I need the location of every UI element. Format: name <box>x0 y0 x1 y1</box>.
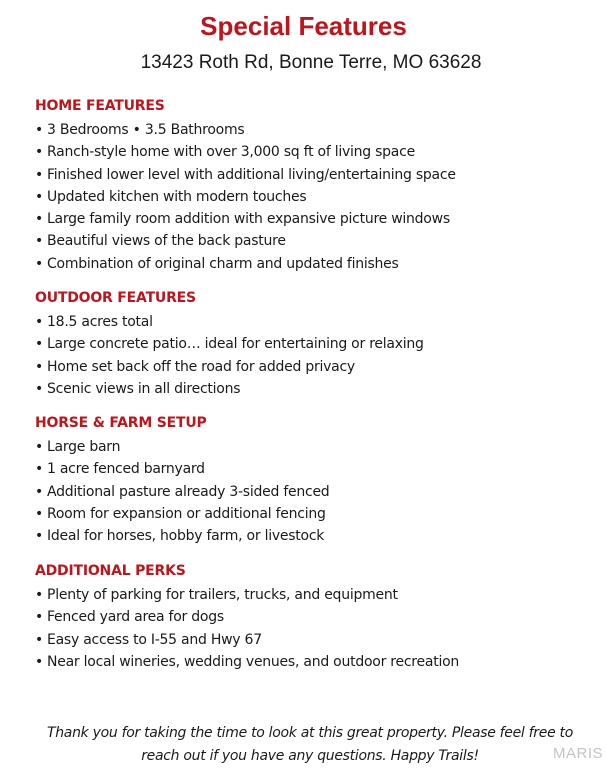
list-item: • Finished lower level with additional living/entertaining space <box>35 164 595 186</box>
page-title: Special Features <box>200 11 407 41</box>
list-item: • Ranch-style home with over 3,000 sq ft of living space <box>35 141 595 163</box>
list-item: • Large family room addition with expansive picture windows <box>35 208 595 230</box>
bullet-icon: • <box>35 166 44 183</box>
list-item: • 1 acre fenced barnyard <box>35 458 595 480</box>
section-heading: HORSE & FARM SETUP <box>35 415 207 431</box>
closing-line-1: Thank you for taking the time to look at this great property. Please feel free to <box>46 725 573 741</box>
bullet-icon: • <box>35 483 44 500</box>
section-heading: HOME FEATURES <box>35 98 165 114</box>
bullet-icon: • <box>35 380 44 397</box>
section-outdoor-features <box>35 289 595 400</box>
bullet-icon: • <box>35 122 44 138</box>
bullet-icon: • <box>35 188 44 205</box>
section-heading: OUTDOOR FEATURES <box>35 290 196 306</box>
list-item: • Easy access to I-55 and Hwy 67 <box>35 629 595 651</box>
list-item: • 3 Bedrooms • 3.5 Bathrooms <box>35 119 595 141</box>
closing-line-2: reach out if you have any questions. Happy Trails! <box>141 748 479 764</box>
maris-watermark: MARIS <box>552 745 603 762</box>
list-item: • Beautiful views of the back pasture <box>35 230 595 252</box>
closing-message <box>30 722 590 768</box>
bullet-icon: • <box>35 255 44 272</box>
list-item: • Plenty of parking for trailers, trucks, and equipment <box>35 584 595 606</box>
bullet-icon: • <box>35 528 44 545</box>
list-item: • Near local wineries, wedding venues, and outdoor recreation <box>35 651 595 673</box>
list-item: • Additional pasture already 3-sided fenced <box>35 481 595 503</box>
bullet-icon: • <box>35 461 44 478</box>
bullet-icon: • <box>35 211 44 228</box>
bullet-icon: • <box>35 631 44 648</box>
list-item: • 18.5 acres total <box>35 311 595 333</box>
section-home-features <box>35 97 595 275</box>
list-item: • Large barn <box>35 436 595 458</box>
list-item: • Fenced yard area for dogs <box>35 606 595 628</box>
bullet-icon: • <box>35 609 44 626</box>
bullet-icon: • <box>35 233 44 250</box>
bullet-icon: • <box>35 587 44 603</box>
section-horse-farm-setup <box>35 414 595 547</box>
bullet-icon: • <box>35 336 44 353</box>
bullet-icon: • <box>35 144 44 161</box>
list-item: • Large concrete patio… ideal for entertaining or relaxing <box>35 333 595 355</box>
bullet-icon: • <box>35 439 44 455</box>
list-item: • Ideal for horses, hobby farm, or livestock <box>35 525 595 547</box>
section-heading: ADDITIONAL PERKS <box>35 563 186 579</box>
list-item: • Room for expansion or additional fencing <box>35 503 595 525</box>
bullet-icon: • <box>35 314 44 330</box>
list-item: • Updated kitchen with modern touches <box>35 186 595 208</box>
bullet-icon: • <box>35 358 44 375</box>
section-additional-perks <box>35 562 595 673</box>
bullet-icon: • <box>35 653 44 670</box>
list-item: • Home set back off the road for added privacy <box>35 356 595 378</box>
list-item: • Scenic views in all directions <box>35 378 595 400</box>
property-address: 13423 Roth Rd, Bonne Terre, MO 63628 <box>140 52 482 73</box>
list-item: • Combination of original charm and updated finishes <box>35 253 595 275</box>
bullet-icon: • <box>35 505 44 522</box>
